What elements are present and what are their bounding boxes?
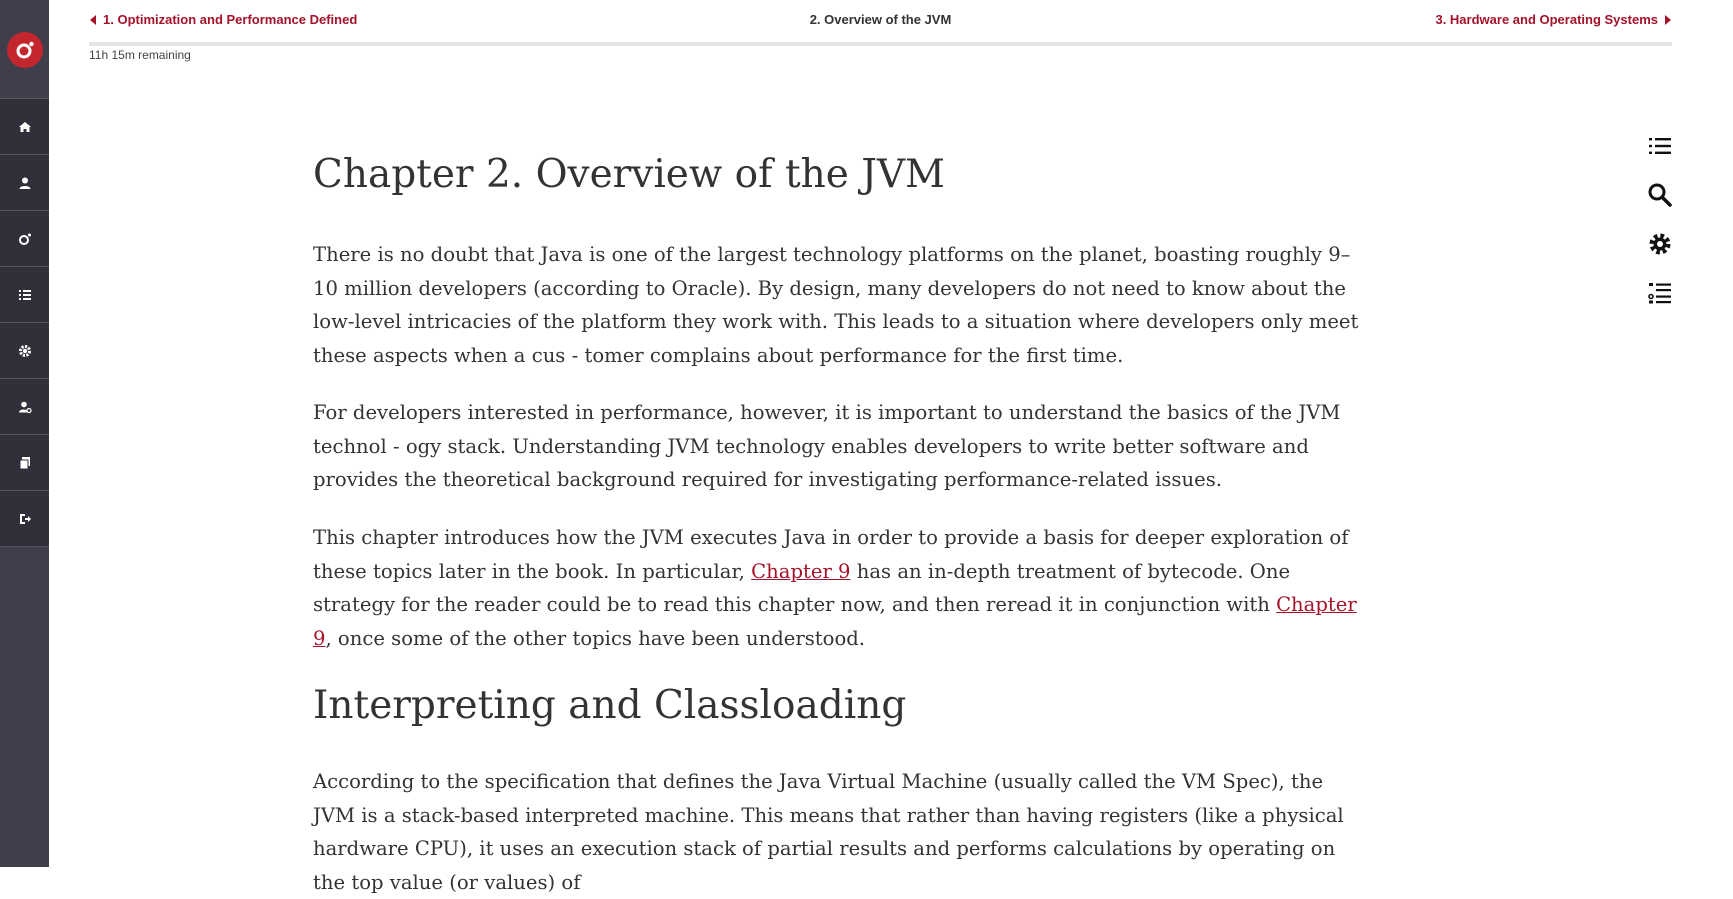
next-chapter-link[interactable] — [1435, 12, 1672, 27]
paragraph-3 — [313, 521, 1363, 655]
account-icon[interactable] — [0, 378, 49, 434]
oreilly-logo-icon[interactable] — [7, 32, 43, 68]
search-icon[interactable] — [1645, 180, 1675, 210]
notes-list-icon[interactable] — [1645, 278, 1675, 308]
playlists-icon[interactable] — [0, 266, 49, 322]
paragraph-4: According to the specification that defines the Java Virtual Machine (usually called the VM Spec), the JVM is a stack-based interpreted machine. This means that rather than having registers (like a physical hardware CPU), it uses an execution stack of partial results and performs calculations by operating on the top value (or values) of — [313, 770, 1344, 894]
next-chapter-label: 3. Hardware and Operating Systems — [1435, 12, 1658, 27]
profile-icon[interactable] — [0, 154, 49, 210]
oreilly-icon[interactable] — [0, 210, 49, 266]
settings-icon[interactable] — [0, 322, 49, 378]
table-of-contents-icon[interactable] — [1645, 131, 1675, 161]
resources-icon[interactable] — [0, 434, 49, 490]
reader-tools — [1645, 131, 1675, 327]
section-title: Interpreting and Classloading — [313, 683, 907, 728]
settings-gear-icon[interactable] — [1645, 229, 1675, 259]
caret-right-icon — [1664, 14, 1672, 26]
chapter-navigation — [89, 0, 1672, 46]
chapter-9-link[interactable]: Chapter 9 — [751, 559, 851, 583]
logo-area — [0, 0, 49, 98]
paragraph-3-text-c: , once some of the other topics have been understood. — [325, 626, 866, 650]
chapter-title: Chapter 2. Overview of the JVM — [313, 152, 945, 197]
previous-chapter-label: 1. Optimization and Performance Defined — [103, 12, 358, 27]
home-icon[interactable] — [0, 98, 49, 154]
paragraph-1: There is no doubt that Java is one of the largest technology platforms on the planet, boasting roughly 9–10 million developers (according to Oracle). By design, many developers do not need to know about the low-level intricacies of the platform they work with. This leads to a situation where developers only meet these aspects when a cus - tomer complains about performance for the first time. — [313, 243, 1359, 367]
paragraph-3-text-b: has an in-depth treatment of bytecode. One strategy for the reader could be to read this chapter now, and then reread it in conjunction with — [313, 559, 1291, 617]
sidebar — [0, 0, 49, 867]
chapter-9-link[interactable]: Chapter 9 — [313, 593, 1357, 650]
paragraph-3-text-a: This chapter introduces how the JVM executes Java in order to provide a basis for deeper exploration of these topics later in the book. In particular, — [313, 526, 1349, 583]
time-remaining: 11h 15m remaining — [89, 48, 191, 62]
paragraph-2: For developers interested in performance, however, it is important to understand the basics of the JVM technol - ogy stack. Understanding JVM technology enables developers to write better software and provides the theoretical background required for investigating performance-related issues. — [313, 401, 1341, 492]
current-chapter-title: 2. Overview of the JVM — [809, 12, 952, 27]
sign-out-icon[interactable] — [0, 490, 49, 547]
